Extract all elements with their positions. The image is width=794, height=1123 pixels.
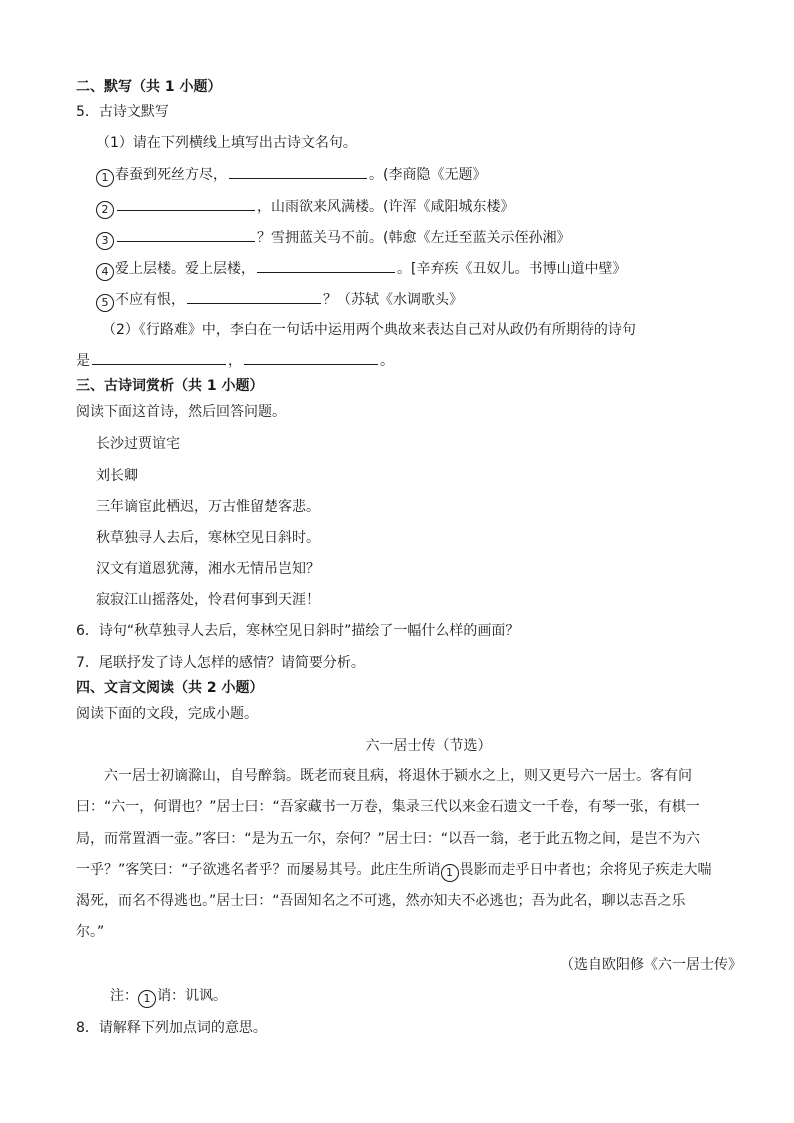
item-text-after: 。[辛弃疾《丑奴儿。书博山道中壁》 bbox=[397, 261, 627, 277]
fill-item-2 bbox=[96, 196, 514, 219]
part-2-prefix: 是 bbox=[76, 353, 90, 369]
part-2-separator: ， bbox=[228, 353, 242, 369]
poem-line: 秋草独寻人去后，寒林空见日斜时。 bbox=[96, 530, 320, 546]
passage-line: 局，而常置酒一壶。”客曰：“是为五一尔，奈何？”居士曰：“以吾一翁，老于此五物之间，是岂不为六 bbox=[76, 831, 701, 847]
footnote bbox=[110, 986, 227, 1008]
footnote-prefix: 注： bbox=[110, 988, 138, 1004]
answer-blank[interactable] bbox=[117, 196, 255, 211]
part-2-end: 。 bbox=[380, 353, 394, 369]
poem-line: 三年谪宦此栖迟，万古惟留楚客悲。 bbox=[96, 499, 320, 515]
answer-blank[interactable] bbox=[229, 164, 367, 179]
section-intro: 阅读下面的文段，完成小题。 bbox=[76, 706, 258, 722]
passage-title-text: 六一居士传（节选） bbox=[365, 738, 492, 754]
circled-number: 1 bbox=[96, 169, 114, 187]
answer-blank[interactable] bbox=[187, 289, 321, 304]
item-text-before: 不应有恨， bbox=[115, 292, 185, 308]
poem-title: 长沙过贾谊宅 bbox=[96, 436, 180, 452]
circled-number: 4 bbox=[96, 263, 114, 281]
circled-number: 3 bbox=[96, 232, 114, 250]
passage-line: 尔。” bbox=[76, 924, 105, 940]
item-text-before: 春蚕到死丝方尽， bbox=[115, 167, 227, 183]
part-2-question: （2）《行路难》中，李白在一句话中运用两个典故来表达自己对从政仍有所期待的诗句 bbox=[102, 322, 636, 338]
part-2-answer-line bbox=[76, 350, 394, 371]
fill-item-4 bbox=[96, 258, 626, 281]
passage-line bbox=[76, 860, 712, 882]
question-8: 8．请解释下列加点词的意思。 bbox=[76, 1020, 267, 1036]
question-5-label: 5．古诗文默写 bbox=[76, 104, 169, 120]
passage-text: 一乎？”客笑曰：“子欲逃名者乎？而屡易其号。此庄生所诮 bbox=[76, 862, 441, 878]
fill-item-3 bbox=[96, 227, 570, 250]
item-text-after: ，山雨欲来风满楼。(许浑《咸阳城东楼》 bbox=[257, 199, 515, 215]
passage-text: 畏影而走乎日中者也；余将见子疾走大喘 bbox=[459, 862, 712, 878]
passage-line: 渴死，而名不得逃也。”居士曰：“吾固知名之不可逃，然亦知夫不必逃也；吾为此名，聊以志吾之乐 bbox=[76, 893, 686, 909]
poem-line: 汉文有道恩犹薄，湘水无情吊岂知？ bbox=[96, 561, 320, 577]
circled-number: 5 bbox=[96, 294, 114, 312]
circled-number: 1 bbox=[441, 864, 459, 882]
section-heading: 三、古诗词赏析（共 1 小题） bbox=[76, 378, 264, 394]
passage-line: 六一居士初谪滁山，自号醉翁。既老而衰且病，将退休于颍水之上，则又更号六一居士。客有问 bbox=[104, 768, 692, 784]
passage-title bbox=[0, 736, 794, 756]
answer-blank[interactable] bbox=[92, 350, 226, 365]
section-intro: 阅读下面这首诗，然后回答问题。 bbox=[76, 404, 286, 420]
answer-blank[interactable] bbox=[244, 350, 378, 365]
section-heading: 四、文言文阅读（共 2 小题） bbox=[76, 680, 264, 696]
poem-author: 刘长卿 bbox=[96, 468, 138, 484]
circled-number: 1 bbox=[138, 990, 156, 1008]
part-1-instruction: （1）请在下列横线上填写出古诗文名句。 bbox=[96, 135, 357, 151]
section-heading: 二、默写（共 1 小题） bbox=[76, 79, 222, 95]
item-text-before: 爱上层楼。爱上层楼， bbox=[115, 261, 255, 277]
answer-blank[interactable] bbox=[117, 227, 255, 242]
passage-source: （选自欧阳修《六一居士传》 bbox=[560, 957, 742, 973]
passage-line: 曰：“六一，何谓也？”居士曰：“吾家藏书一万卷，集录三代以来金石遗文一千卷，有琴一张，有棋一 bbox=[76, 799, 700, 815]
poem-line: 寂寂江山摇落处，怜君何事到天涯！ bbox=[96, 592, 320, 608]
answer-blank[interactable] bbox=[257, 258, 395, 273]
fill-item-5 bbox=[96, 289, 463, 312]
question-7: 7．尾联抒发了诗人怎样的感情？请简要分析。 bbox=[76, 655, 365, 671]
item-text-after: 。(李商隐《无题》 bbox=[369, 167, 487, 183]
item-text-after: ？雪拥蓝关马不前。(韩愈《左迁至蓝关示侄孙湘》 bbox=[257, 230, 571, 246]
item-text-after: ？（苏轼《水调歌头》 bbox=[323, 292, 463, 308]
question-6: 6．诗句“秋草独寻人去后，寒林空见日斜时”描绘了一幅什么样的画面？ bbox=[76, 623, 520, 639]
circled-number: 2 bbox=[96, 201, 114, 219]
footnote-text: 诮：讥讽。 bbox=[157, 988, 227, 1004]
fill-item-1 bbox=[96, 164, 486, 187]
